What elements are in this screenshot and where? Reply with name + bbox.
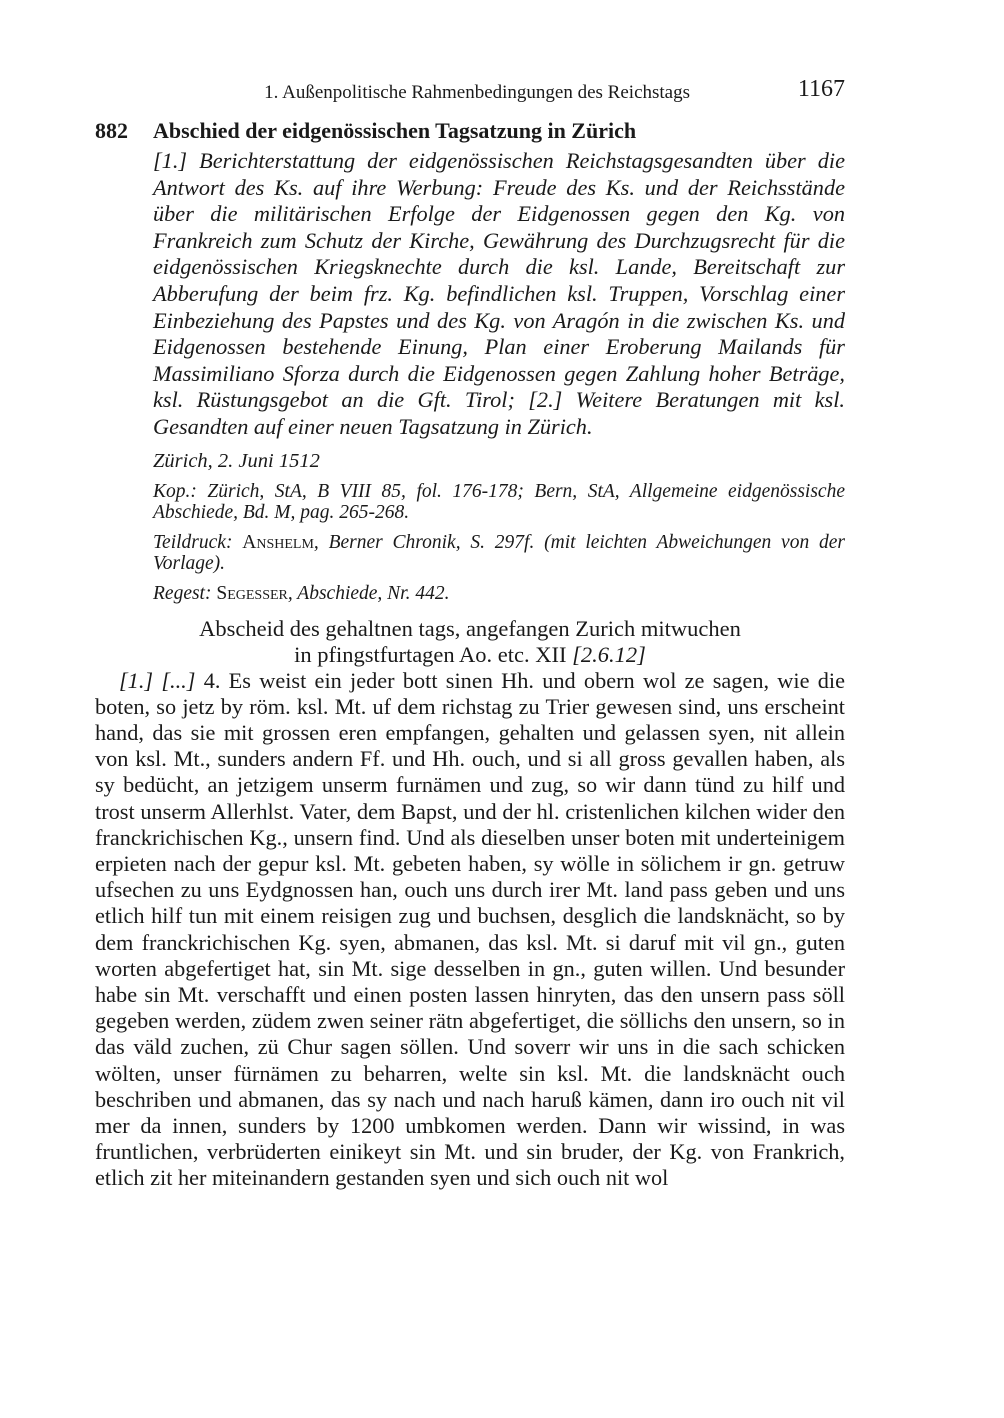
body-text: 4. Es weist ein jeder bott sinen Hh. und obern wol ze sagen, wie die boten, so jetz by röm. ksl. Mt. uf dem richstag zu Trier gewesen sind, uns erscheint hand, das sie mit grossen eren empfangen, gehalten und gelassen syen, nit allein von ksl. Mt., sunders andern Ff. und Hh. ouch, und si all gross gevallen haben, als sy bedücht, an jetzigem unserm furnämen und zug, so wir dann tünd zu hilf und trost unserm Allerhlst. Vater, dem Bapst, und der hl. cristenlichen kilchen wider den franckrichischen Kg., unsern find. Und als dieselben unser boten mit underteinigem erpieten nach der gepur ksl. Mt. gebeten haben, sy wölle in sölichem ir gn. getruw ufsechen zu uns Eydgnossen han, ouch uns durch irer Mt. land pass geben und uns etlich hilf tun mit einem reisigen zug und buchsen, desglich die landsknächt, so by dem franckrichischen Kg. syen, abmanen, das ksl. Mt. si daruf mit vil gn., guten worten abgefertiget hat, sin Mt. sige desselben in gn., guten willen. Und besunder habe sin Mt. verschafft und einen posten lassen hinryten, das den unsern pass söll gegeben werden, züdem zwen seiner rätn abgefertiget, die söllichs den unsern, so in das väld zuchen, zü Chur sagen söllen. Und soverr wir uns in die sach schicken wölten, unser fürnämen zu beharren, welte sin ksl. Mt. die landsknächt ouch beschriben und abmanen, das sy nach und nach haruß kämen, dann iro ouch nit vil mer da innen, sunders by 1200 umbkomen werden. Dann wir wissind, in was fruntlichen, verbrüderten einikeyt sin Mt. und sin bruder, der Kg. von Frankrich, etlich zit her miteinandern gestanden syen und sich ouch nit wol [95, 667, 845, 1191]
regest-rest: , Abschiede, Nr. 442. [287, 582, 450, 604]
text-heading-date: [2.6.12] [572, 641, 646, 667]
document-title: Abschied der eidgenössischen Tagsatzung in Zürich [153, 118, 637, 143]
running-head [95, 76, 845, 110]
document-apparatus [153, 148, 845, 604]
copies-note: Kop.: Zürich, StA, B VIII 85, fol. 176-178; Bern, StA, Allgemeine eidgenössische Abschiede, Bd. M, pag. 265-268. [153, 480, 845, 523]
document-date: Zürich, 2. Juni 1512 [153, 449, 320, 472]
running-head-title: 1. Außenpolitische Rahmenbedingungen des Reichstags [264, 82, 690, 103]
document-page [95, 76, 845, 1214]
section-marker: [1.] [...] [119, 667, 196, 693]
document-heading [95, 118, 845, 144]
text-heading-line-1: Abscheid des gehaltnen tags, angefangen Zurich mitwuchen [199, 615, 741, 641]
body-paragraph [95, 668, 845, 1192]
partial-print-label: Teildruck: [153, 531, 233, 553]
regest-label: Regest: [153, 582, 212, 604]
text-heading-line-2-text: in pfingstfurtagen Ao. etc. XII [294, 641, 567, 667]
document-number: 882 [95, 118, 128, 143]
partial-print-rest: , Berner Chronik, S. 297f. (mit leichten Abweichungen von der Vorlage). [153, 531, 845, 574]
page-number: 1167 [797, 76, 845, 102]
regest-author: Segesser [216, 582, 288, 604]
text-heading-line-2 [95, 642, 845, 668]
partial-print-note [153, 532, 845, 574]
document-summary: [1.] Berichterstattung der eidgenössischen Reichstagsgesandten über die Antwort des Ks. auf ihre Werbung: Freude des Ks. und der Reichsstände über die militärischen Erfolge der Eidgenossen gegen den Kg. von Frankreich zum Schutz der Kirche, Gewährung des Durchzugsrecht für die eidgenössischen Kriegsknechte durch die ksl. Lande, Bereitschaft zur Abberufung der beim frz. Kg. befindlichen ksl. Truppen, Vorschlag einer Einbeziehung des Papstes und des Kg. von Aragón in die zwischen Ks. und Eidgenossen bestehende Einung, Plan einer Eroberung Mailands für Massimiliano Sforza durch die Eidgenossen gegen Zahlung hoher Beträge, ksl. Rüstungsgebot an die Gft. Tirol; [2.] Weitere Beratungen mit ksl. Gesandten auf einer neuen Tagsatzung in Zürich. [153, 148, 845, 439]
partial-print-author: Anshelm [242, 531, 314, 553]
regest-note [153, 583, 845, 604]
text-heading [95, 616, 845, 668]
